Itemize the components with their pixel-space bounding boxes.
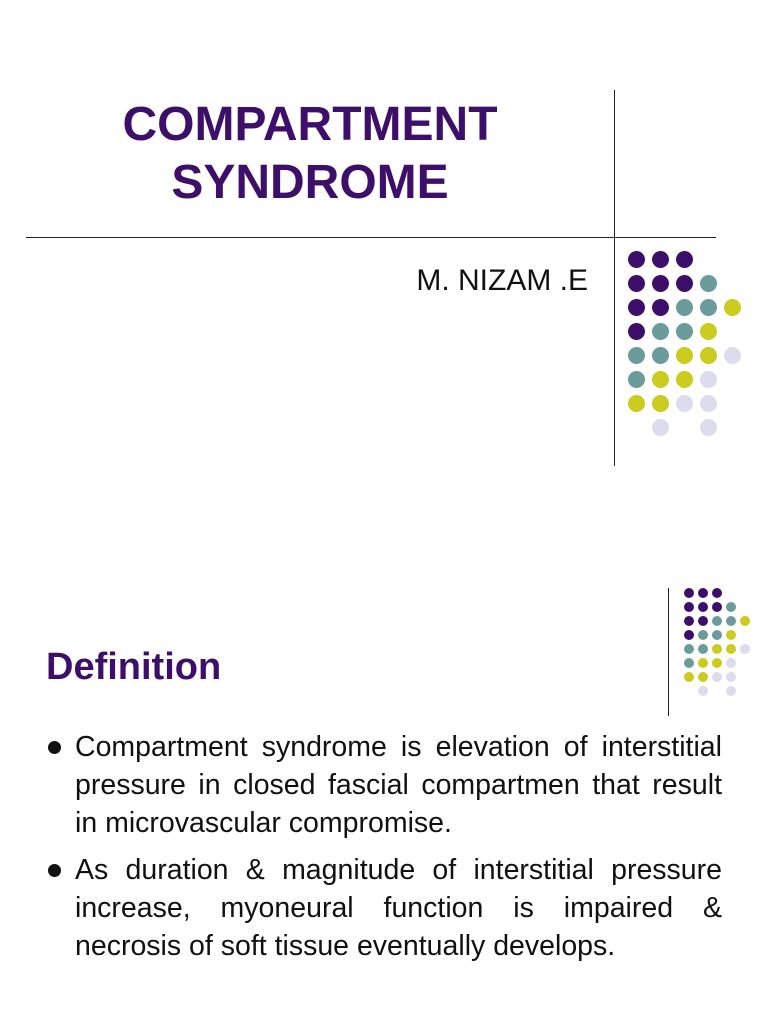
decorative-dot [724,347,741,364]
decorative-dot [726,602,736,612]
decorative-dot [652,395,669,412]
decorative-dot [628,347,645,364]
decorative-dot [684,616,694,626]
bullet-icon [48,864,61,877]
decorative-dot [726,616,736,626]
decorative-dot [712,602,722,612]
decorative-dot [700,299,717,316]
decorative-dot [700,395,717,412]
bullet-item [46,728,722,842]
decorative-dot [652,419,669,436]
decorative-dot [628,371,645,388]
decorative-dot [726,658,736,668]
decorative-dot [712,672,722,682]
decorative-dot [628,323,645,340]
decorative-dot [698,658,708,668]
decorative-dot [684,588,694,598]
bullet-text: As duration & magnitude of interstitial pressure increase, myoneural function is impaired & necrosis of soft tissue eventually develops. [75,854,722,962]
decorative-dot [712,616,722,626]
vertical-divider [668,588,669,716]
slide-heading: Definition [46,646,222,688]
bullet-icon [48,741,61,754]
decorative-dot [684,658,694,668]
decorative-dot [698,686,708,696]
decorative-dot [652,323,669,340]
title-line-2: SYNDROME [171,156,449,209]
vertical-divider [614,90,615,466]
decorative-dot [726,672,736,682]
decorative-dot [628,251,645,268]
decorative-dot [712,658,722,668]
decorative-dot [712,588,722,598]
decorative-dot [684,602,694,612]
decorative-dot [676,275,693,292]
bullet-text: Compartment syndrome is elevation of interstitial pressure in closed fascial compartmen that result in microvascular compromise. [75,731,722,839]
decorative-dot [684,630,694,640]
decorative-dot [700,371,717,388]
decorative-dot [700,323,717,340]
decorative-dot [652,347,669,364]
decorative-dot [676,347,693,364]
decorative-dot [700,275,717,292]
decorative-dot [726,630,736,640]
horizontal-divider [26,237,716,238]
slide-title [30,96,590,212]
decorative-dot [724,299,741,316]
decorative-dot [698,616,708,626]
decorative-dot [628,299,645,316]
decorative-dot [628,275,645,292]
decorative-dot [740,644,750,654]
decorative-dot [676,251,693,268]
decorative-dot [698,672,708,682]
decorative-dot [652,371,669,388]
decorative-dot [700,347,717,364]
decorative-dot [712,644,722,654]
decorative-dot [684,672,694,682]
title-line-1: COMPARTMENT [122,98,498,151]
decorative-dot [676,323,693,340]
decorative-dot [698,644,708,654]
bullet-item [46,851,722,965]
decorative-dot [628,395,645,412]
bullet-list [46,728,722,974]
decorative-dot [700,419,717,436]
decorative-dot [652,299,669,316]
decorative-dot [712,630,722,640]
decorative-dot [740,616,750,626]
decorative-dot [726,644,736,654]
decorative-dot [652,275,669,292]
decorative-dot [698,602,708,612]
definition-slide [0,512,768,1024]
author-name: M. NIZAM .E [416,264,588,297]
decorative-dot [698,630,708,640]
decorative-dot [676,395,693,412]
decorative-dot [684,644,694,654]
decorative-dot [726,686,736,696]
decorative-dot [698,588,708,598]
decorative-dot [676,299,693,316]
decorative-dot [676,371,693,388]
decorative-dot [652,251,669,268]
